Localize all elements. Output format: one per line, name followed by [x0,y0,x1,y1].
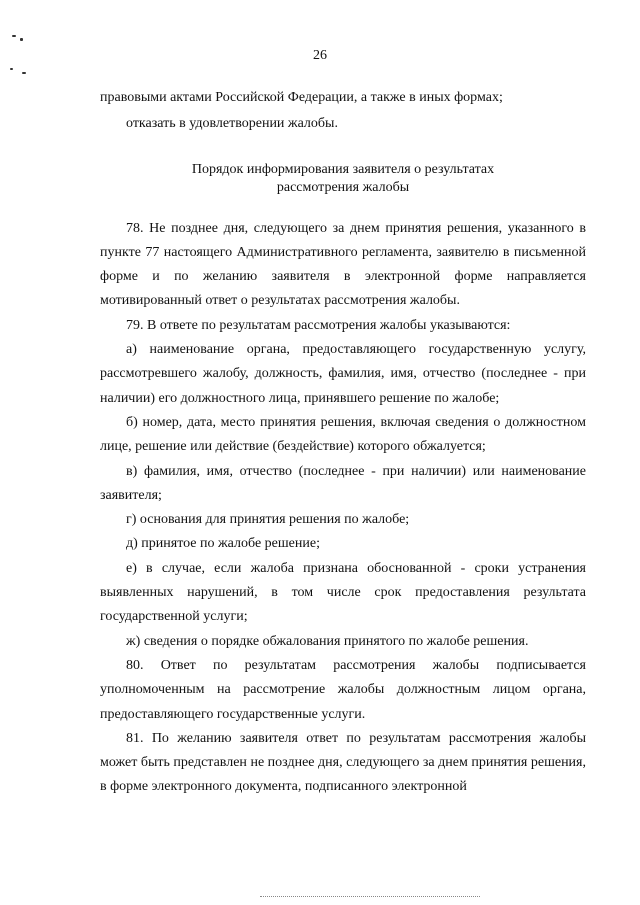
paragraph: 81. По желанию заявителя ответ по результатам рассмотрения жалобы может быть представлен не позднее дня, следующего за днем принятия решения, в форме электронного документа, подписанного электронной [100,730,586,795]
scan-artifact [12,35,16,37]
paragraph: г) основания для принятия решения по жалобе; [126,512,410,528]
page-number: 26 [313,48,327,63]
paragraph: е) в случае, если жалоба признана обоснованной - сроки устранения выявленных нарушений, в том числе срок предоставления результата государственной услуги; [100,560,586,625]
paragraph: б) номер, дата, место принятия решения, включая сведения о должностном лице, решение или действие (бездействие) которого обжалуется; [100,414,586,455]
scan-edge-artifact [260,896,480,899]
scan-artifact [22,72,26,74]
paragraph: д) принятое по жалобе решение; [126,536,320,552]
scan-artifact [10,68,13,70]
paragraph: а) наименование органа, предоставляющего государственную услугу, рассмотревшего жалобу, должность, фамилия, имя, отчество (последнее - при наличии) его должностного лица, принявшего решение по жалобе; [100,342,586,406]
paragraph: 79. В ответе по результатам рассмотрения жалобы указываются: [126,317,511,333]
paragraph: ж) сведения о порядке обжалования принятого по жалобе решения. [126,633,529,649]
paragraph: правовыми актами Российской Федерации, а также в иных формах; [100,90,503,105]
paragraph: 80. Ответ по результатам рассмотрения жалобы подписывается уполномоченным на рассмотрение жалобы должностным лицом органа, предоставляющего государственные услуги. [100,657,586,722]
scan-artifact [20,38,23,41]
paragraph: отказать в удовлетворении жалобы. [126,116,338,132]
heading-line: Порядок информирования заявителя о результатах [191,161,495,177]
document-body [100,86,586,800]
paragraph: в) фамилия, имя, отчество (последнее - при наличии) или наименование заявителя; [100,463,586,503]
heading-line: рассмотрения жалобы [276,179,410,195]
paragraph: 78. Не позднее дня, следующего за днем принятия решения, указанного в пункте 77 настоящего Административного регламента, заявителю в письменной форме и по желанию заявителя в электронной форме направляется мотивированный ответ о результатах рассмотрения жалобы. [100,220,586,309]
section-heading [100,161,586,197]
